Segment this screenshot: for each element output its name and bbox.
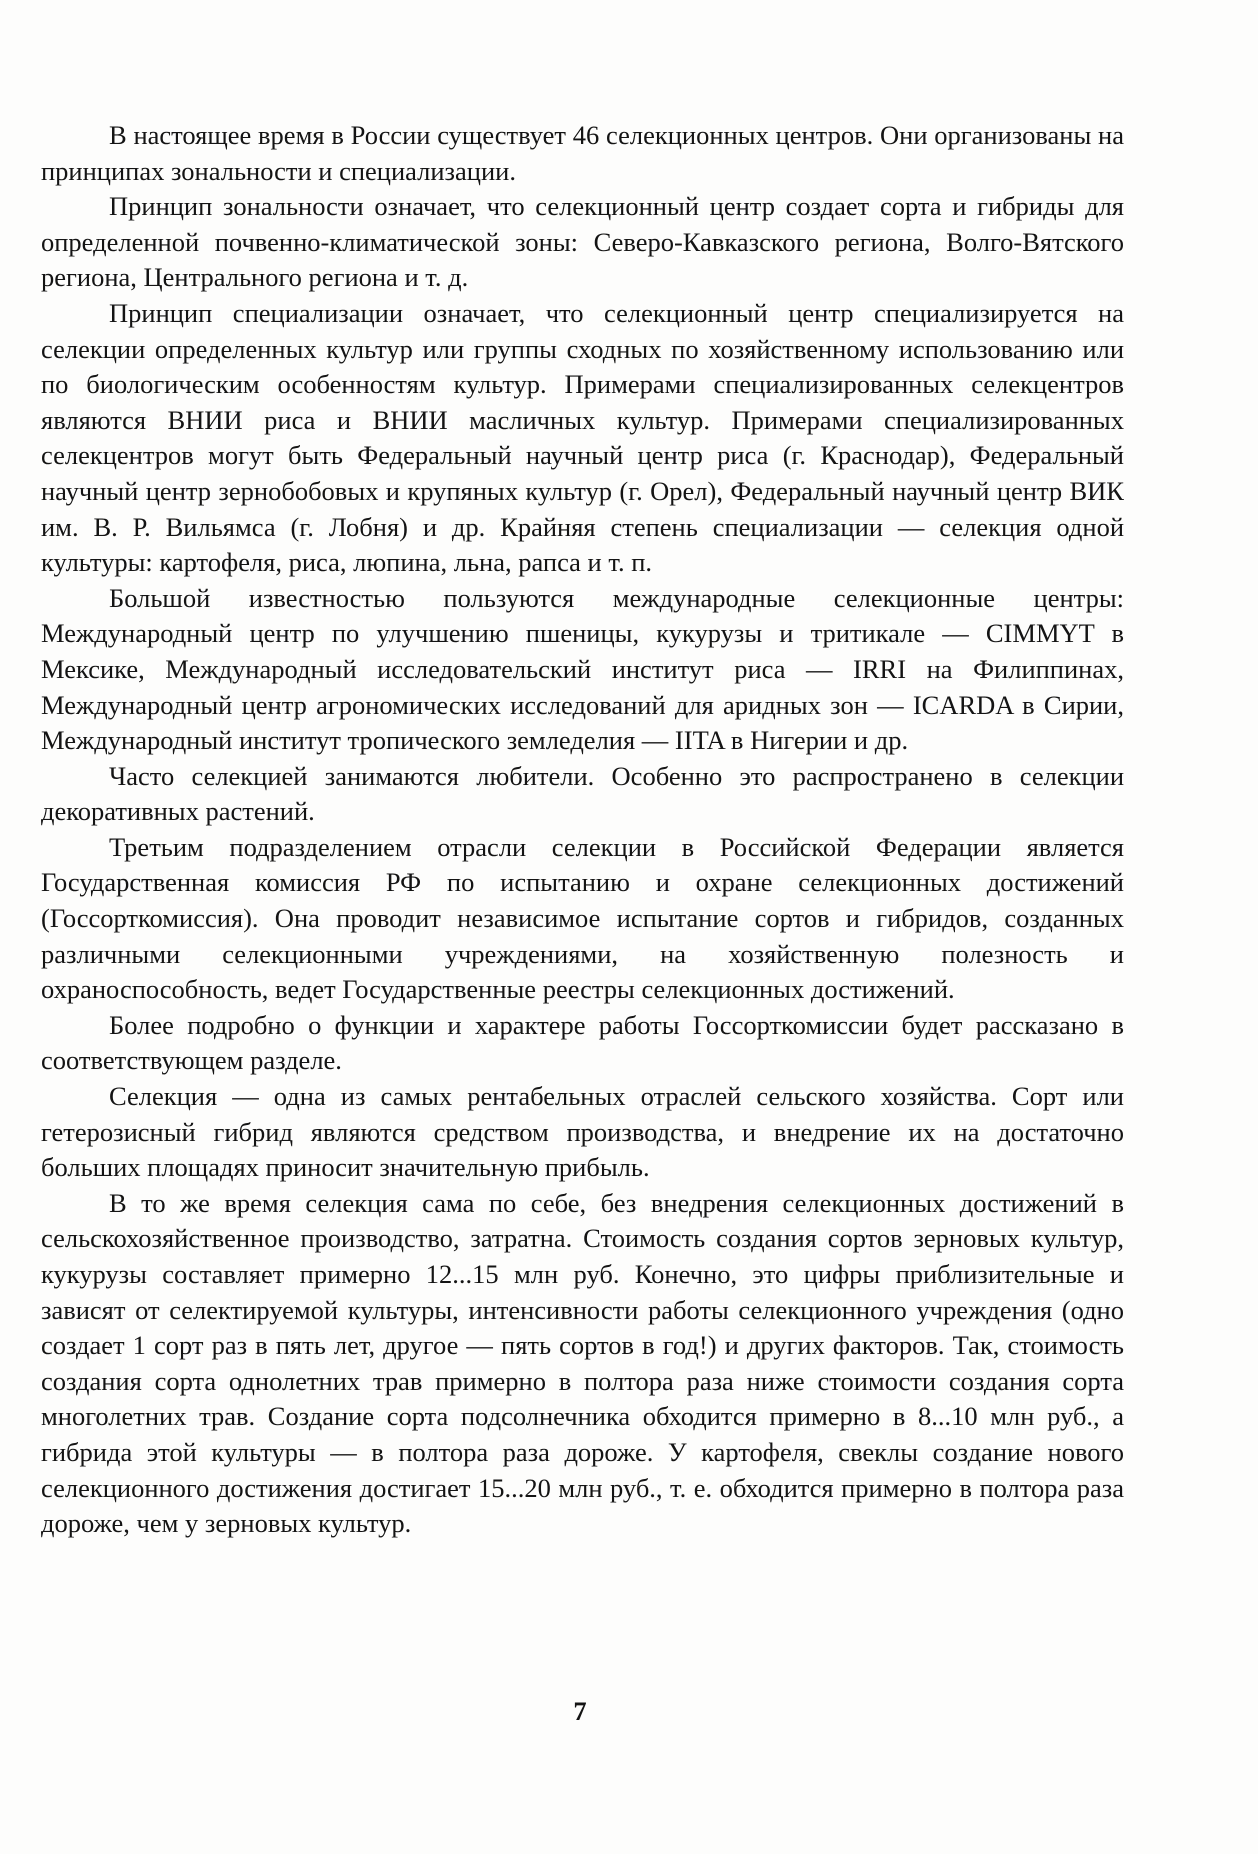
paragraph-selection-centers: В настоящее время в России существует 46 селекционных центров. Они организованы на принципах зональности и специализации. — [41, 120, 1124, 186]
paragraph-commission-details: Более подробно о функции и характере работы Госсорткомиссии будет рассказано в соответствующем разделе. — [41, 1009, 1124, 1076]
page-number: 7 — [573, 1696, 587, 1726]
paragraph-profitability: Селекция — одна из самых рентабельных отраслей сельского хозяйства. Сорт или гетерозисный гибрид являются средством производства, и внедрение их на достаточно больших площадях приносит значительную прибыль. — [41, 1081, 1124, 1183]
paragraph-breeding-costs: В то же время селекция сама по себе, без внедрения селекционных достижений в сельскохозяйственное производство, затратна. Стоимость создания сортов зерновых культур, кукурузы составляет примерно 12...15 млн руб. Конечно, это цифры приблизительные и зависят от селектируемой культуры, интенсивности работы селекционного учреждения (одно создает 1 сорт раз в пять лет, другое — пять сортов в год!) и других факторов. Так, стоимость создания сорта однолетних трав примерно в полтора раза ниже стоимости создания сорта многолетних трав. Создание сорта подсолнечника обходится примерно в 8...10 млн руб., а гибрида этой культуры — в полтора раза дороже. У картофеля, свеклы создание нового селекционного достижения достигает 15...20 млн руб., т. е. обходится примерно в полтора раза дороже, чем у зерновых культур. — [41, 1187, 1124, 1539]
paragraph-state-commission: Третьим подразделением отрасли селекции в Российской Федерации является Государственная комиссия РФ по испытанию и охране селекционных достижений (Госсорткомиссия). Она проводит независимое испытание сортов и гибридов, созданных различными селекционными учреждениями, на хозяйственную полезность и охраноспособность, ведет Государственные реестры селекционных достижений. — [41, 831, 1124, 1005]
paragraph-international-centers: Большой известностью пользуются международные селекционные центры: Международный центр по улучшению пшеницы, кукурузы и тритикале — CIMMYT в Мексике, Международный исследовательский институт риса — IRRI на Филиппинах, Международный центр агрономических исследований для аридных зон — ICARDA в Сирии, Международный институт тропического земледелия — IITA в Нигерии и др. — [41, 582, 1124, 756]
paragraph-amateur-breeding: Часто селекцией занимаются любители. Особенно это распространено в селекции декоративных растений. — [41, 760, 1124, 827]
body-text — [41, 118, 1124, 1542]
paragraph-zonality-principle: Принцип зональности означает, что селекционный центр создает сорта и гибриды для определенной почвенно-климатической зоны: Северо-Кавказского региона, Волго-Вятского региона, Центрального региона и т. д. — [41, 191, 1124, 293]
paragraph-specialization-principle: Принцип специализации означает, что селекционный центр специализируется на селекции определенных культур или группы сходных по хозяйственному использованию или по биологическим особенностям культур. Примерами специализированных селекцентров являются ВНИИ риса и ВНИИ масличных культур. Примерами специализированных селекцентров могут быть Федеральный научный центр риса (г. Краснодар), Федеральный научный центр зернобобовых и крупяных культур (г. Орел), Федеральный научный центр ВИК им. В. Р. Вильямса (г. Лобня) и др. Крайняя степень специализации — селекция одной культуры: картофеля, риса, люпина, льна, рапса и т. п. — [41, 297, 1124, 578]
